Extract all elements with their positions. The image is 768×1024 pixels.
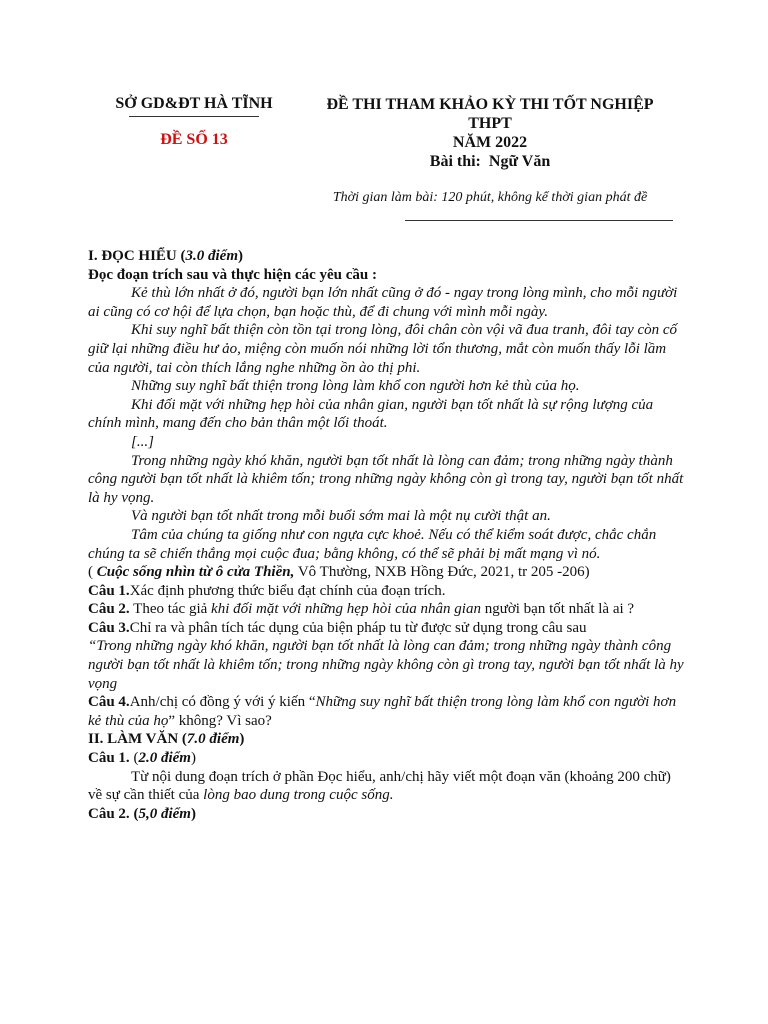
question-3 — [88, 619, 686, 638]
question-1 — [88, 582, 686, 601]
passage-paragraph: Khi đối mặt với những hẹp hòi của nhân gian, người bạn tốt nhất là sự rộng lượng của chính mình, mang đến cho bản thân một lối thoát. — [88, 396, 654, 432]
department-name: SỞ GD&ĐT HÀ TĨNH — [115, 95, 273, 112]
exam-title-line2: THPT — [468, 115, 512, 132]
exam-body — [88, 247, 686, 823]
header-right — [300, 95, 680, 171]
question-4-post: ” không? Vì sao? — [168, 712, 272, 729]
part1-heading — [88, 247, 686, 266]
passage-ellipsis: [...] — [131, 433, 154, 450]
question-4-pre: Anh/chị có đồng ý với ý kiến “ — [129, 694, 316, 711]
question-3-label: Câu 3. — [88, 619, 130, 636]
essay-question-1-open: ( — [129, 750, 139, 767]
essay-question-2-open: ( — [129, 805, 139, 822]
passage-paragraph: Trong những ngày khó khăn, người bạn tốt nhất là lòng can đảm; trong những ngày thành công người bạn tốt nhất là khiêm tốn; trong những ngày không còn gì trong tay, người bạn tốt nhất là hy vọng. — [88, 452, 684, 506]
part1-instruction: Đọc đoạn trích sau và thực hiện các yêu cầu : — [88, 266, 377, 283]
question-2-pre: Theo tác giả — [129, 601, 212, 618]
essay-question-1-close: ) — [190, 750, 196, 767]
question-1-text: Xác định phương thức biểu đạt chính của đoạn trích. — [129, 582, 446, 599]
essay-question-1-pre: Từ nội dung đoạn trích ở phần Đọc hiểu, anh/chị hãy viết một đoạn văn (khoảng 200 chữ) về sự cần thiết của — [88, 768, 671, 804]
header-divider — [405, 220, 673, 221]
essay-question-2-label: Câu 2. — [88, 805, 130, 822]
essay-question-2-heading — [88, 805, 686, 824]
essay-question-2-points: 5,0 điểm — [138, 805, 191, 822]
subject-label: Bài thi: — [429, 153, 481, 170]
question-2-quote: khi đối mặt với những hẹp hòi của nhân gian — [211, 601, 481, 618]
question-2-post: người bạn tốt nhất là ai ? — [480, 601, 635, 618]
passage-paragraph: Tâm của chúng ta giống như con ngựa cực khoẻ. Nếu có thể kiểm soát được, chắc chắn chúng ta sẽ chiến thắng mọi cuộc đua; bằng không, có thể sẽ phải bị mất mạng vì nó. — [88, 526, 657, 562]
part2-points: 7.0 điểm — [186, 731, 240, 748]
subject-name: Ngữ Văn — [488, 153, 551, 170]
source-details: Vô Thường, NXB Hồng Đức, 2021, tr 205 -206) — [294, 564, 590, 581]
essay-question-1-points: 2.0 điểm — [138, 750, 191, 767]
source-book-title: Cuộc sống nhìn từ ô cửa Thiền, — [96, 564, 295, 581]
question-3-text: Chỉ ra và phân tích tác dụng của biện pháp tu từ được sử dụng trong câu sau — [129, 619, 587, 636]
question-4-quote: Những suy nghĩ bất thiện trong lòng làm khổ con người hơn kẻ thù của họ — [88, 694, 677, 729]
passage-source — [88, 563, 686, 582]
question-4-label: Câu 4. — [88, 694, 130, 711]
department-underline — [129, 116, 259, 117]
question-3-quote: “Trong những ngày khó khăn, người bạn tốt nhất là lòng can đảm; trong những ngày thành công người bạn tốt nhất là khiêm tốn; trong những ngày không còn gì trong tay, người bạn tốt nhất là hy vọng — [88, 638, 684, 692]
part1-points: 3.0 điểm — [185, 248, 239, 264]
essay-question-1-topic: lòng bao dung trong cuộc sống. — [203, 787, 394, 804]
passage-paragraph: Những suy nghĩ bất thiện trong lòng làm khổ con người hơn kẻ thù của họ. — [131, 378, 580, 395]
source-open: ( — [88, 564, 97, 581]
question-2-label: Câu 2. — [88, 601, 130, 618]
exam-number: ĐỀ SỐ 13 — [160, 131, 228, 148]
passage-paragraph: Và người bạn tốt nhất trong mỗi buổi sớm mai là một nụ cười thật an. — [131, 508, 551, 525]
time-note: Thời gian làm bài: 120 phút, không kể thời gian phát đề — [332, 190, 648, 205]
part1-heading-text: I. ĐỌC HIỂU ( — [88, 248, 186, 264]
part2-heading-close: ) — [239, 731, 245, 748]
essay-question-1-text — [88, 768, 686, 805]
essay-question-1-heading — [88, 749, 686, 768]
question-4 — [88, 693, 686, 730]
part1-heading-close: ) — [238, 248, 244, 264]
exam-subject — [300, 152, 680, 171]
question-1-label: Câu 1. — [88, 582, 130, 599]
passage-paragraph: Kẻ thù lớn nhất ở đó, người bạn lớn nhất cũng ở đó - ngay trong lòng mình, cho mỗi người ai cũng có cơ hội để lựa chọn, bạn hoặc thù, để đi chung với mình mỗi ngày. — [88, 285, 678, 320]
exam-year: NĂM 2022 — [452, 134, 528, 151]
essay-question-2-close: ) — [190, 805, 196, 822]
part2-heading-text: II. LÀM VĂN ( — [88, 731, 187, 748]
question-2 — [88, 600, 686, 619]
essay-question-1-label: Câu 1. — [88, 750, 130, 767]
exam-title-line1: ĐỀ THI THAM KHẢO KỲ THI TỐT NGHIỆP — [326, 96, 654, 113]
part2-heading — [88, 730, 686, 749]
header-left — [96, 95, 292, 149]
passage-paragraph: Khi suy nghĩ bất thiện còn tồn tại trong lòng, đôi chân còn vội vã đua tranh, đôi tay còn cố giữ lại những điều hư ảo, miệng còn muốn nói những lời tổn thương, mắt còn muốn thấy lỗi lầm của người, tai còn thích lắng nghe những ồn ào thị phi. — [88, 322, 678, 376]
